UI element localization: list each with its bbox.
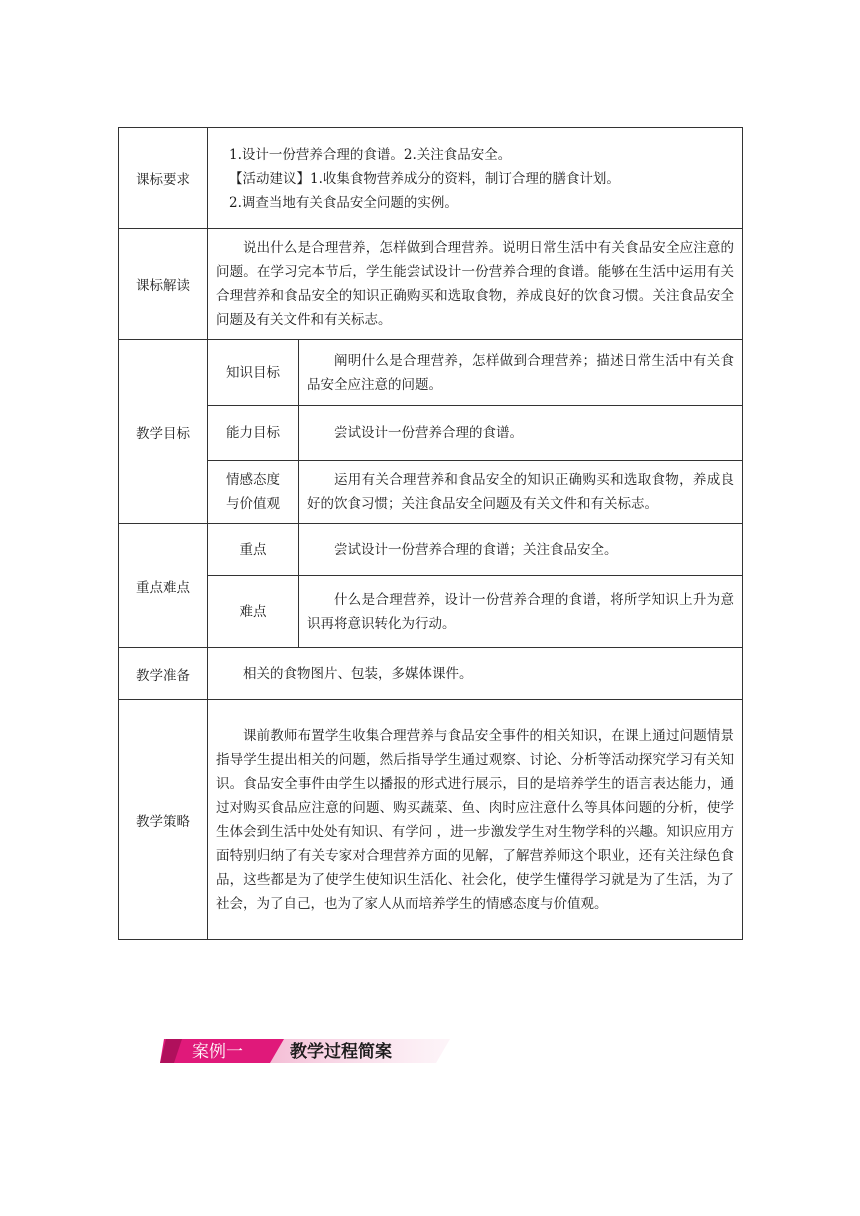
requirement-line-3: 2.调查当地有关食品安全问题的实例。 <box>229 195 458 211</box>
teaching-strategy-label: 教学策略 <box>119 700 208 940</box>
difficult-point-label: 难点 <box>208 576 299 648</box>
curriculum-interpretation-cell <box>208 229 743 340</box>
teaching-strategy-text: 课前教师布置学生收集合理营养与食品安全事件的相关知识，在课上通过问题情景指导学生提出相关的问题，然后指导学生通过观察、讨论、分析等活动探究学习有关知识。食品安全事件由学生以播报的形式进行展示，目的是培养学生的语言表达能力，通过对购买食品应注意的问题、购买蔬菜、鱼、肉时应注意什么等具体问题的分析，使学生体会到生活中处处有知识、有学问 ，进一步激发学生对生物学科的兴趣。知识应用方面特别归纳了有关专家对合理营养方面的见解，了解营养师这个职业，还有关注绿色食品，这些都是为了使学生使知识生活化、社会化，使学生懂得学习就是为了生活，为了社会，为了自己，也为了家人从而培养学生的情感态度与价值观。 <box>216 727 735 912</box>
teaching-preparation-label: 教学准备 <box>119 648 208 700</box>
ability-goal-text: 尝试设计一份营养合理的食谱。 <box>334 425 523 441</box>
case-banner <box>160 1037 450 1065</box>
knowledge-goal-text: 阐明什么是合理营养，怎样做到合理营养；描述日常生活中有关食品安全应注意的问题。 <box>307 352 735 393</box>
emotion-goal-text: 运用有关合理营养和食品安全的知识正确购买和选取食物，养成良好的饮食习惯；关注食品安全问题及有关文件和有关标志。 <box>307 472 735 512</box>
key-point-label: 重点 <box>208 524 299 576</box>
curriculum-interpretation-text: 说出什么是合理营养，怎样做到合理营养。说明日常生活中有关食品安全应注意的问题。在学习完本节后，学生能尝试设计一份营养合理的食谱。能够在生活中运用有关合理营养和食品安全的知识正确购买和选取食物，养成良好的饮食习惯。关注食品安全问题及有关文件和有关标志。 <box>216 240 735 328</box>
row-curriculum-interpretation <box>119 229 743 340</box>
case-banner-graphic <box>160 1037 450 1065</box>
requirement-line-2: 【活动建议】1.收集食物营养成分的资料，制订合理的膳食计划。 <box>229 171 620 187</box>
teaching-goals-label: 教学目标 <box>119 340 208 524</box>
teaching-preparation-text: 相关的食物图片、包装，多媒体课件。 <box>243 665 473 682</box>
row-teaching-strategy <box>119 700 743 940</box>
requirement-line-1: 1.设计一份营养合理的食谱。2.关注食品安全。 <box>229 147 512 163</box>
row-ability-goal <box>119 406 743 461</box>
curriculum-requirements-cell <box>208 128 743 229</box>
key-point-cell <box>299 524 743 576</box>
knowledge-goal-label: 知识目标 <box>208 340 299 406</box>
emotion-goal-label-line-2: 与价值观 <box>226 496 280 512</box>
curriculum-interpretation-label: 课标解读 <box>119 229 208 340</box>
key-difficult-label: 重点难点 <box>119 524 208 648</box>
row-difficult-point <box>119 576 743 648</box>
row-key-point <box>119 524 743 576</box>
emotion-goal-label <box>208 461 299 524</box>
knowledge-goal-cell <box>299 340 743 406</box>
teaching-strategy-cell <box>208 700 743 940</box>
row-teaching-preparation <box>119 648 743 700</box>
row-curriculum-requirements <box>119 128 743 229</box>
ability-goal-label: 能力目标 <box>208 406 299 461</box>
case-banner-title: 教学过程简案 <box>290 1042 392 1062</box>
curriculum-requirements-label: 课标要求 <box>119 128 208 229</box>
row-emotion-goal <box>119 461 743 524</box>
key-point-text: 尝试设计一份营养合理的食谱；关注食品安全。 <box>334 541 618 558</box>
difficult-point-cell <box>299 576 743 648</box>
ability-goal-cell <box>299 406 743 461</box>
teaching-preparation-cell <box>208 648 743 700</box>
emotion-goal-label-line-1: 情感态度 <box>226 472 280 488</box>
case-tag-text: 案例一 <box>192 1042 243 1062</box>
difficult-point-text: 什么是合理营养，设计一份营养合理的食谱，将所学知识上升为意识再将意识转化为行动。 <box>307 591 735 632</box>
emotion-goal-cell <box>299 461 743 524</box>
lesson-plan-table <box>118 127 743 940</box>
row-knowledge-goal <box>119 340 743 406</box>
